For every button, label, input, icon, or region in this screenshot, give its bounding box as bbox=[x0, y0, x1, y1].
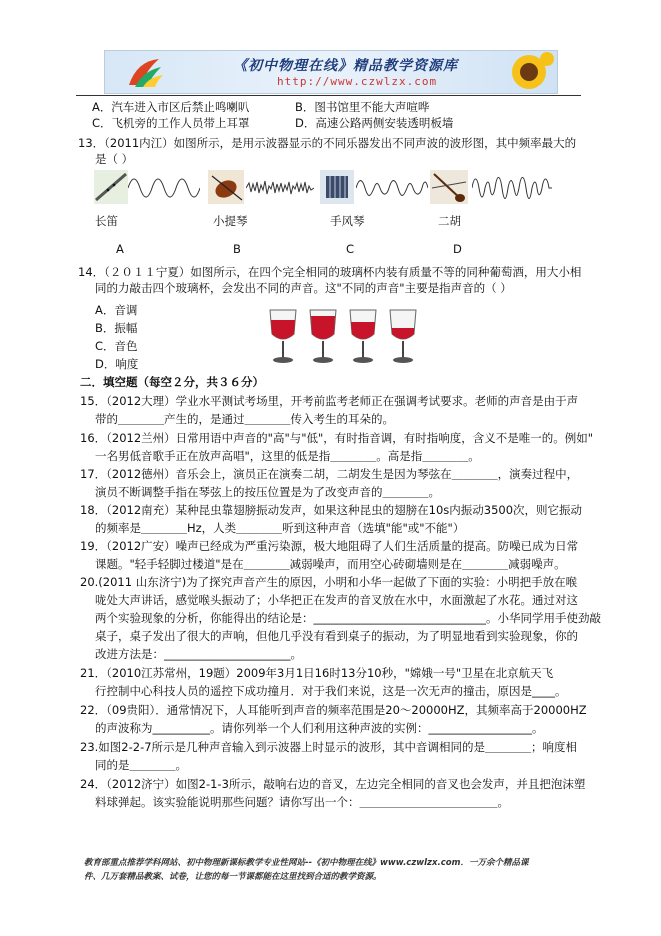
text-line-l21: 的频率是＿＿＿＿Hz，人类＿＿＿＿听到这种声音（选填"能"或"不能"） bbox=[95, 521, 465, 535]
text-line-l35: 24．（2012济宁）如图2-1-3所示，敲响右边的音叉，左边完全相同的音叉也会发声，并且把泡沫塑 bbox=[80, 777, 586, 791]
violin-icon bbox=[208, 170, 244, 204]
text-line-l4: D．高速公路两侧安装透明板墙 bbox=[295, 116, 454, 130]
erhu-icon bbox=[430, 170, 468, 204]
text-line-l33: 23.如图2-2-7所示是几种声音输入到示波器上时显示的波形，其中音调相同的是＿＿＿＿；响度相 bbox=[80, 740, 578, 754]
text-line-l22: 19．（2012广安）噪声已经成为严重污染源，极大地阻碍了人们生活质量的提高。防噪已成为日常 bbox=[80, 539, 579, 553]
flute-waveform bbox=[128, 174, 200, 202]
option-b-label: B bbox=[233, 242, 241, 256]
text-line-l13: 二．填空题（每空２分，共３６分） bbox=[80, 375, 264, 389]
accordion-waveform bbox=[356, 174, 428, 202]
text-line-l12: D．响度 bbox=[95, 357, 139, 371]
caption-violin: 小提琴 bbox=[213, 214, 248, 228]
option-c-label: C bbox=[346, 242, 355, 256]
text-line-l9: A．音调 bbox=[95, 303, 138, 317]
sunflower-icon bbox=[503, 51, 555, 93]
text-line-l18: 17．（2012德州）音乐会上，演员正在演奏二胡，二胡发生是因为琴弦在＿＿＿＿，演奏过程中， bbox=[80, 467, 579, 481]
caption-erhu: 二胡 bbox=[438, 214, 461, 228]
header-rule bbox=[76, 95, 581, 96]
text-line-l32: 的声波称为__________。请你列举一个人们利用这种声波的实例：__________________。 bbox=[95, 721, 544, 735]
text-line-l20: 18．（2012南充）某种昆虫靠翅膀振动发声，如果这种昆虫的翅膀在10s内振动3500次，则它振动 bbox=[80, 503, 583, 517]
text-line-l14: 15．（2012大理）学业水平测试考场里，开考前监考老师正在强调考试要求。老师的声音是由于声 bbox=[80, 394, 579, 408]
wine-glass-2 bbox=[310, 310, 336, 363]
text-line-l16: 16．（2012兰州）日常用语中声音的"高"与"低"，有时指音调，有时指响度，含义不是唯一的。例如" bbox=[80, 431, 594, 445]
text-line-l24: 20.(2011 山东济宁)为了探究声音产生的原因，小明和小华一起做了下面的实验：小明把手放在喉 bbox=[80, 575, 578, 589]
text-line-l5: 13．（2011内江）如图所示，是用示波器显示的不同乐器发出不同声波的波形图，其中频率最大的 bbox=[78, 136, 577, 150]
text-line-l8: 同的力敲击四个玻璃杯，会发出不同的声音。这"不同的声音"主要是指声音的（ ） bbox=[95, 281, 512, 295]
banner-title: 《初中物理在线》精品教学资源库 bbox=[233, 58, 458, 74]
text-line-l10: B．振幅 bbox=[95, 321, 138, 335]
waveform-figure bbox=[88, 168, 568, 208]
text-line-l25: 咙处大声讲话，感觉喉头振动了；小华把正在发声的音叉放在水中，水面激起了水花。通过对这 bbox=[95, 593, 578, 607]
wine-glass-3 bbox=[350, 310, 376, 363]
flute-icon bbox=[94, 170, 128, 204]
text-line-l27: 桌子，桌子发出了很大的声响，但他几乎没有看到桌子的振动，为了明显地看到实验现象，你的 bbox=[95, 629, 578, 643]
text-line-l6: 是（ ） bbox=[95, 152, 134, 166]
violin-waveform bbox=[246, 174, 314, 202]
option-a-label: A bbox=[116, 242, 124, 256]
footer-line-2: 件、几万套精品教案、试卷，让您的每一节课都能在这里找到合适的教学资源。 bbox=[84, 872, 382, 882]
text-line-l2: B．图书馆里不能大声喧哗 bbox=[295, 100, 430, 114]
wine-glass-1 bbox=[270, 310, 296, 363]
text-line-l36: 料球弹起。该实验能说明那些问题？请你写出一个：＿＿＿＿＿＿＿＿＿＿＿＿。 bbox=[95, 795, 509, 809]
text-line-l23: 课题。"轻手轻脚过楼道"是在＿＿＿＿减弱噪声，而用空心砖砌墙则是在＿＿＿＿减弱噪声。 bbox=[95, 557, 566, 571]
text-line-l3: C．飞机旁的工作人员带上耳罩 bbox=[92, 116, 250, 130]
text-line-l15: 带的＿＿＿＿产生的，是通过＿＿＿＿传入考生的耳朵的。 bbox=[95, 412, 394, 426]
banner-url[interactable]: http://www.czwlzx.com bbox=[277, 75, 438, 88]
text-line-l30: 行控制中心科技人员的遥控下成功撞月．对于我们来说，这是一次无声的撞击，原因是____。 bbox=[95, 684, 567, 698]
wine-glasses-figure bbox=[266, 306, 426, 368]
text-line-l26: 两个实验现象的分析，你能得出的结论是：______________________________。小华同学用手使劲敲 bbox=[95, 611, 601, 625]
caption-accordion: 手风琴 bbox=[330, 214, 365, 228]
text-line-l29: 21．（2010江苏常州，19题）2009年3月1日16时13分10秒，"嫦娥一号"卫星在北京航天飞 bbox=[80, 666, 554, 680]
caption-flute: 长笛 bbox=[95, 214, 118, 228]
text-line-l11: C．音色 bbox=[95, 339, 138, 353]
footer-line-1: 教育部重点推荐学科网站、初中物理新课标教学专业性网站--《初中物理在线》www.czwlzx.com．一万余个精品课 bbox=[84, 858, 529, 868]
text-line-l1: A．汽车进入市区后禁止鸣喇叭 bbox=[92, 100, 250, 114]
accordion-icon bbox=[320, 170, 354, 204]
option-d-label: D bbox=[453, 242, 462, 256]
text-line-l17: 一名男低音歌手正在放声高唱"，这里的低是指＿＿＿＿。高是指＿＿＿＿。 bbox=[95, 449, 480, 463]
text-line-l7: 14．（２０１１宁夏）如图所示，在四个完全相同的玻璃杯内装有质量不等的同种葡萄酒，用大小相 bbox=[78, 265, 582, 279]
wine-glass-4 bbox=[390, 310, 416, 363]
site-logo-icon bbox=[125, 55, 165, 89]
text-line-l34: 同的是＿＿＿＿。 bbox=[95, 758, 187, 772]
text-line-l28: 改进方法是：______________________。 bbox=[95, 647, 302, 661]
text-line-l19: 演员不断调整手指在琴弦上的按压位置是为了改变声音的＿＿＿＿。 bbox=[95, 485, 440, 499]
text-line-l31: 22．（09贵阳）．通常情况下，人耳能听到声音的频率范围是20～20000HZ，其频率高于20000HZ bbox=[80, 703, 587, 717]
erhu-waveform bbox=[472, 172, 552, 204]
header-banner bbox=[104, 50, 558, 94]
